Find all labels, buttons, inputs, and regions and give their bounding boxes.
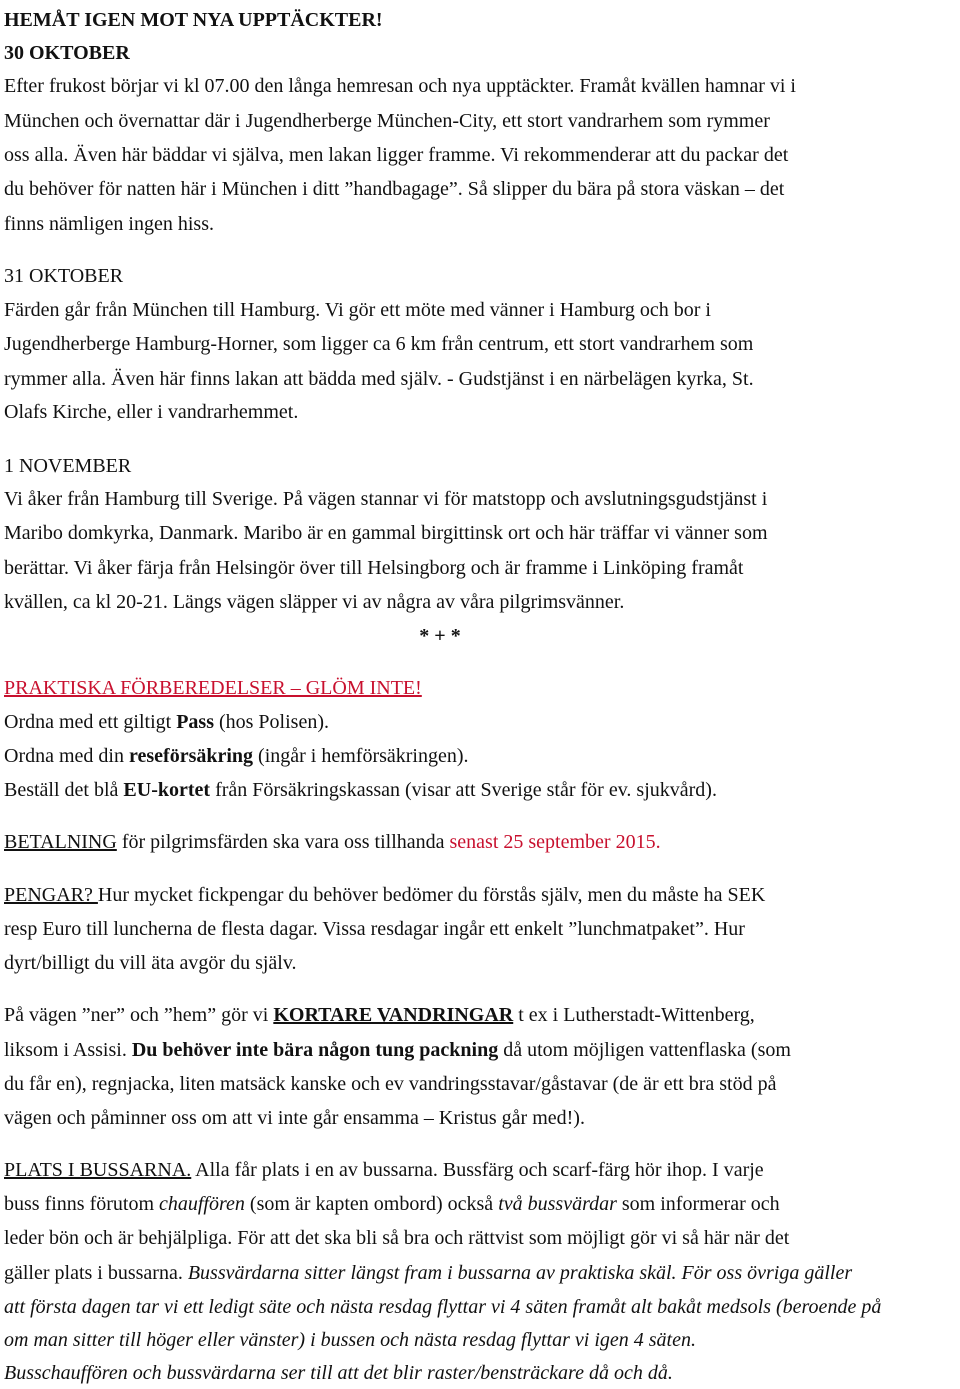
walks-line: På vägen ”ner” och ”hem” gör vi KORTARE VANDRINGAR t ex i Lutherstadt-Wittenberg,: [4, 1004, 755, 1026]
paragraph-line: finns nämligen ingen hiss.: [4, 213, 214, 235]
date-heading-1-november: 1 NOVEMBER: [4, 455, 132, 477]
date-heading-30-oktober: 30 OKTOBER: [4, 42, 130, 64]
paragraph-line: kvällen, ca kl 20-21. Längs vägen släpper vi av några av våra pilgrimsvänner.: [4, 591, 625, 613]
seats-line: PLATS I BUSSARNA. Alla får plats i en av bussarna. Bussfärg och scarf-färg hör ihop. I varje: [4, 1159, 764, 1181]
paragraph-line: Efter frukost börjar vi kl 07.00 den långa hemresan och nya upptäckter. Framåt kvällen hamnar vi i: [4, 75, 796, 97]
paragraph-line: Jugendherberge Hamburg-Horner, som ligger ca 6 km från centrum, ett stort vandrarhem som: [4, 333, 754, 355]
paragraph-line: rymmer alla. Även här finns lakan att bädda med själv. - Gudstjänst i en närbelägen kyrka, St.: [4, 368, 754, 390]
practical-item-pass: Ordna med ett giltigt Pass (hos Polisen).: [4, 711, 329, 733]
paragraph-line: att första dagen tar vi ett ledigt säte och nästa resdag flyttar vi 4 säten framåt alt bakåt medsols (beroende på: [4, 1296, 882, 1318]
practical-item-eu-card: Beställ det blå EU-kortet från Försäkringskassan (visar att Sverige står för ev. sjukvård).: [4, 779, 717, 801]
money-label: PENGAR?: [4, 884, 98, 906]
walks-line: liksom i Assisi. Du behöver inte bära någon tung packning då utom möjligen vattenflaska (som: [4, 1039, 791, 1061]
paragraph-line: dyrt/billigt du vill äta avgör du själv.: [4, 952, 297, 974]
paragraph-line: du får en), regnjacka, liten matsäck kanske och ev vandringsstavar/gåstavar (de är ett bra stöd på: [4, 1073, 777, 1095]
paragraph-line: om man sitter till höger eller vänster) i bussen och nästa resdag flyttar vi igen 4 säten.: [4, 1329, 696, 1351]
money-line: PENGAR? Hur mycket fickpengar du behöver bedömer du förstås själv, men du måste ha SEK: [4, 884, 766, 906]
paragraph-line: berättar. Vi åker färja från Helsingör över till Helsingborg och är framme i Linköping framåt: [4, 557, 744, 579]
payment-deadline: senast 25 september 2015.: [449, 831, 661, 853]
walks-label: KORTARE VANDRINGAR: [273, 1004, 514, 1026]
paragraph-line: Busschauffören och bussvärdarna ser till att det blir raster/bensträckare då och då.: [4, 1362, 673, 1384]
date-heading-31-oktober: 31 OKTOBER: [4, 265, 124, 287]
practical-heading: PRAKTISKA FÖRBEREDELSER – GLÖM INTE!: [4, 677, 422, 699]
paragraph-line: München och övernattar där i Jugendherberge München-City, ett stort vandrarhem som rymmer: [4, 110, 770, 132]
seats-line: buss finns förutom chauffören (som är kapten ombord) också två bussvärdar som informerar och: [4, 1193, 780, 1215]
practical-item-insurance: Ordna med din reseförsäkring (ingår i hemförsäkringen).: [4, 745, 469, 767]
paragraph-line: oss alla. Även här bäddar vi själva, men lakan ligger framme. Vi rekommenderar att du packar det: [4, 144, 789, 166]
paragraph-line: du behöver för natten här i München i ditt ”handbagage”. Så slipper du bära på stora väskan – det: [4, 178, 785, 200]
paragraph-line: Färden går från München till Hamburg. Vi gör ett möte med vänner i Hamburg och bor i: [4, 299, 711, 321]
paragraph-line: vägen och påminner oss om att vi inte går ensamma – Kristus går med!).: [4, 1107, 585, 1129]
payment-line: BETALNING för pilgrimsfärden ska vara oss tillhanda senast 25 september 2015.: [4, 831, 661, 853]
paragraph-line: Maribo domkyrka, Danmark. Maribo är en gammal birgittinsk ort och här träffar vi vänner som: [4, 522, 768, 544]
seats-label: PLATS I BUSSARNA.: [4, 1159, 192, 1181]
paragraph-line: Vi åker från Hamburg till Sverige. På vägen stannar vi för matstopp och avslutningsgudstjänst i: [4, 488, 768, 510]
section-heading: HEMÅT IGEN MOT NYA UPPTÄCKTER!: [4, 9, 383, 31]
section-divider: * + *: [419, 625, 461, 647]
paragraph-line: leder bön och är behjälpliga. För att det ska bli så bra och rättvist som möjligt gör vi så här när det: [4, 1227, 790, 1249]
paragraph-line: Olafs Kirche, eller i vandrarhemmet.: [4, 401, 299, 423]
payment-label: BETALNING: [4, 831, 117, 853]
seats-line: gäller plats i bussarna. Bussvärdarna sitter längst fram i bussarna av praktiska skäl. För oss övriga gäller: [4, 1262, 853, 1284]
paragraph-line: resp Euro till luncherna de flesta dagar. Vissa resdagar ingår ett enkelt ”lunchmatpaket”. Hur: [4, 918, 745, 940]
